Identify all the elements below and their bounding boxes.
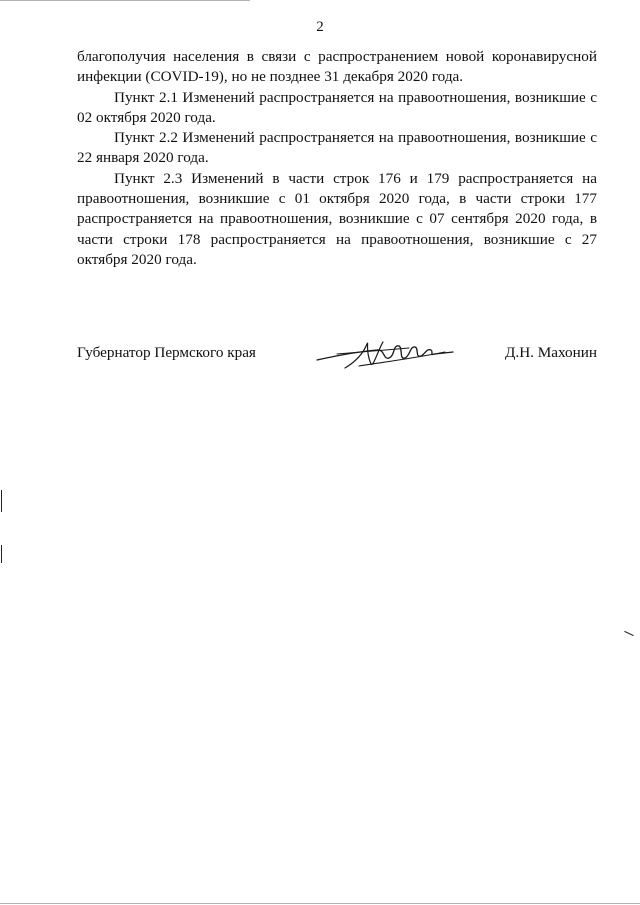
signer-title: Губернатор Пермского края [77,344,256,361]
paragraph-item-2-3: Пункт 2.3 Изменений в части строк 176 и 179 распространяется на правоотношения, возникшие с 01 октября 2020 года, в части строки 177 распространяется на правоотношения, возникшие с 07 сентября 2020 года, в части строки 178 распространяется на правоотношения, возникшие с 27 октября 2020 года. [77,169,597,268]
paragraph-continuation: благополучия населения в связи с распространением новой коронавирусной инфекции (COVID-19), но не позднее 31 декабря 2020 года. [77,48,597,86]
paragraph-item-2-2: Пункт 2.2 Изменений распространяется на правоотношения, возникшие с 22 января 2020 года. [77,129,597,167]
scan-artifact-right [624,631,633,636]
signer-name: Д.Н. Махонин [505,344,597,361]
handwritten-signature [315,338,455,372]
scan-artifact-bottom [0,903,640,904]
scan-artifact-left-1 [1,490,2,512]
signature-block [77,338,597,374]
scan-artifact-left-2 [1,545,2,563]
scan-artifact-top [0,0,250,1]
page-number: 2 [316,19,324,35]
document-body [77,47,597,270]
paragraph-item-2-1: Пункт 2.1 Изменений распространяется на правоотношения, возникшие с 02 октября 2020 года. [77,88,597,126]
